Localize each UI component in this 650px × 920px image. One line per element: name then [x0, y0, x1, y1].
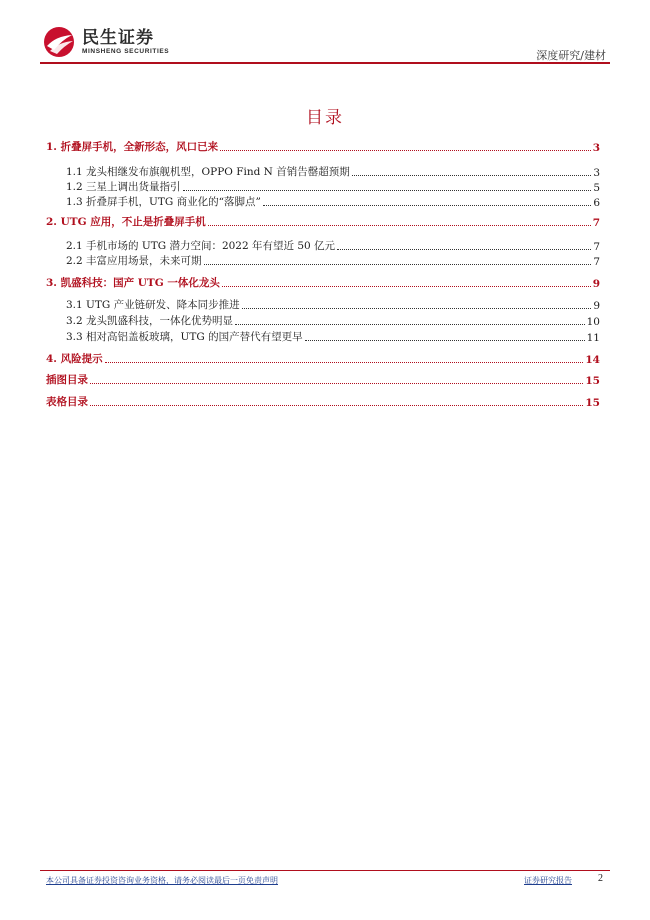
- toc-leader-dots: [220, 150, 591, 151]
- footer-divider: [40, 870, 610, 871]
- toc-entry-page: 11: [586, 332, 600, 344]
- toc-leader-dots: [90, 405, 583, 406]
- toc-title: 目录: [306, 108, 344, 128]
- toc-leader-dots: [222, 286, 591, 287]
- toc-entry-page: 7: [592, 217, 600, 229]
- toc-entry-3-1[interactable]: [46, 297, 600, 312]
- toc-entry-text: 表格目录: [46, 396, 88, 408]
- toc-entry-text: 3.2 龙头凯盛科技，一体化优势明显: [66, 315, 234, 327]
- toc-leader-dots: [183, 190, 592, 191]
- toc-entry-page: 15: [585, 375, 600, 387]
- toc-entry-text: 2.1 手机市场的 UTG 潜力空间：2022 年有望近 50 亿元: [66, 240, 336, 252]
- logo-cn-text: 民生证券: [82, 27, 154, 48]
- toc-entry-page: 10: [586, 316, 600, 328]
- toc-leader-dots: [204, 264, 592, 265]
- logo-en-text: MINSHENG SECURITIES: [82, 47, 170, 55]
- page-header: [40, 22, 610, 64]
- toc-leader-dots: [337, 249, 591, 250]
- toc-entry-page: 14: [585, 354, 600, 366]
- toc-entry-text: 3.3 相对高铝盖板玻璃，UTG 的国产替代有望更早: [66, 331, 303, 343]
- toc-entry-text: 3. 凯盛科技：国产 UTG 一体化龙头: [46, 277, 220, 289]
- toc-entry-1-1[interactable]: [46, 164, 600, 179]
- toc-leader-dots: [90, 383, 583, 384]
- toc-entry-text: 插图目录: [46, 374, 88, 386]
- toc-entry-2[interactable]: [46, 214, 600, 229]
- toc-entry-2-1[interactable]: [46, 238, 600, 253]
- toc-entry-page: 9: [592, 278, 600, 290]
- toc-entry-2-2[interactable]: [46, 253, 600, 268]
- toc-leader-dots: [263, 205, 591, 206]
- report-category: 深度研究/建材: [536, 49, 606, 62]
- toc-leader-dots: [305, 340, 585, 341]
- toc-entry-1[interactable]: [46, 139, 600, 154]
- toc-entry-page: 15: [585, 397, 600, 409]
- company-logo: [42, 26, 169, 58]
- toc-entry-page: 5: [593, 182, 600, 194]
- toc-leader-dots: [105, 362, 584, 363]
- toc-entry-page: 6: [593, 197, 600, 209]
- toc-entry-text: 4. 风险提示: [46, 353, 103, 365]
- toc-entry-3-3[interactable]: [46, 329, 600, 344]
- toc-leader-dots: [235, 324, 585, 325]
- toc-entry-page: 9: [593, 300, 600, 312]
- toc-entry-3-2[interactable]: [46, 313, 600, 328]
- toc-entry-text: 1.3 折叠屏手机，UTG 商业化的“落脚点”: [66, 196, 261, 208]
- toc-entry-text: 3.1 UTG 产业链研发、降本同步推进: [66, 299, 240, 311]
- logo-emblem-icon: [42, 26, 76, 58]
- toc-leader-dots: [352, 175, 592, 176]
- toc-entry-page: 3: [593, 167, 600, 179]
- toc-leader-dots: [242, 308, 592, 309]
- toc-entry-text: 2. UTG 应用，不止是折叠屏手机: [46, 216, 206, 228]
- toc-entry-text: 1.2 三星上调出货量指引: [66, 181, 181, 193]
- toc-entry-1-2[interactable]: [46, 179, 600, 194]
- toc-entry-page: 7: [593, 256, 600, 268]
- toc-entry-4[interactable]: [46, 351, 600, 366]
- toc-entry-text: 2.2 丰富应用场景，未来可期: [66, 255, 202, 267]
- toc-entry-1-3[interactable]: [46, 194, 600, 209]
- page-number: 2: [598, 873, 603, 884]
- footer-disclaimer-link[interactable]: 本公司具备证券投资咨询业务资格，请务必阅读最后一页免责声明: [46, 876, 278, 885]
- footer-report-type-link[interactable]: 证券研究报告: [524, 876, 572, 885]
- toc-entry-page: 3: [592, 142, 600, 154]
- toc-entry-page: 7: [593, 241, 600, 253]
- toc-entry-tables[interactable]: [46, 394, 600, 409]
- toc-entry-text: 1. 折叠屏手机，全新形态，风口已来: [46, 141, 219, 153]
- toc-entry-text: 1.1 龙头相继发布旗舰机型，OPPO Find N 首销告罄超预期: [66, 166, 350, 178]
- toc-entry-3[interactable]: [46, 275, 600, 290]
- toc-leader-dots: [208, 225, 591, 226]
- toc-entry-figures[interactable]: [46, 372, 600, 387]
- header-divider: [40, 62, 610, 64]
